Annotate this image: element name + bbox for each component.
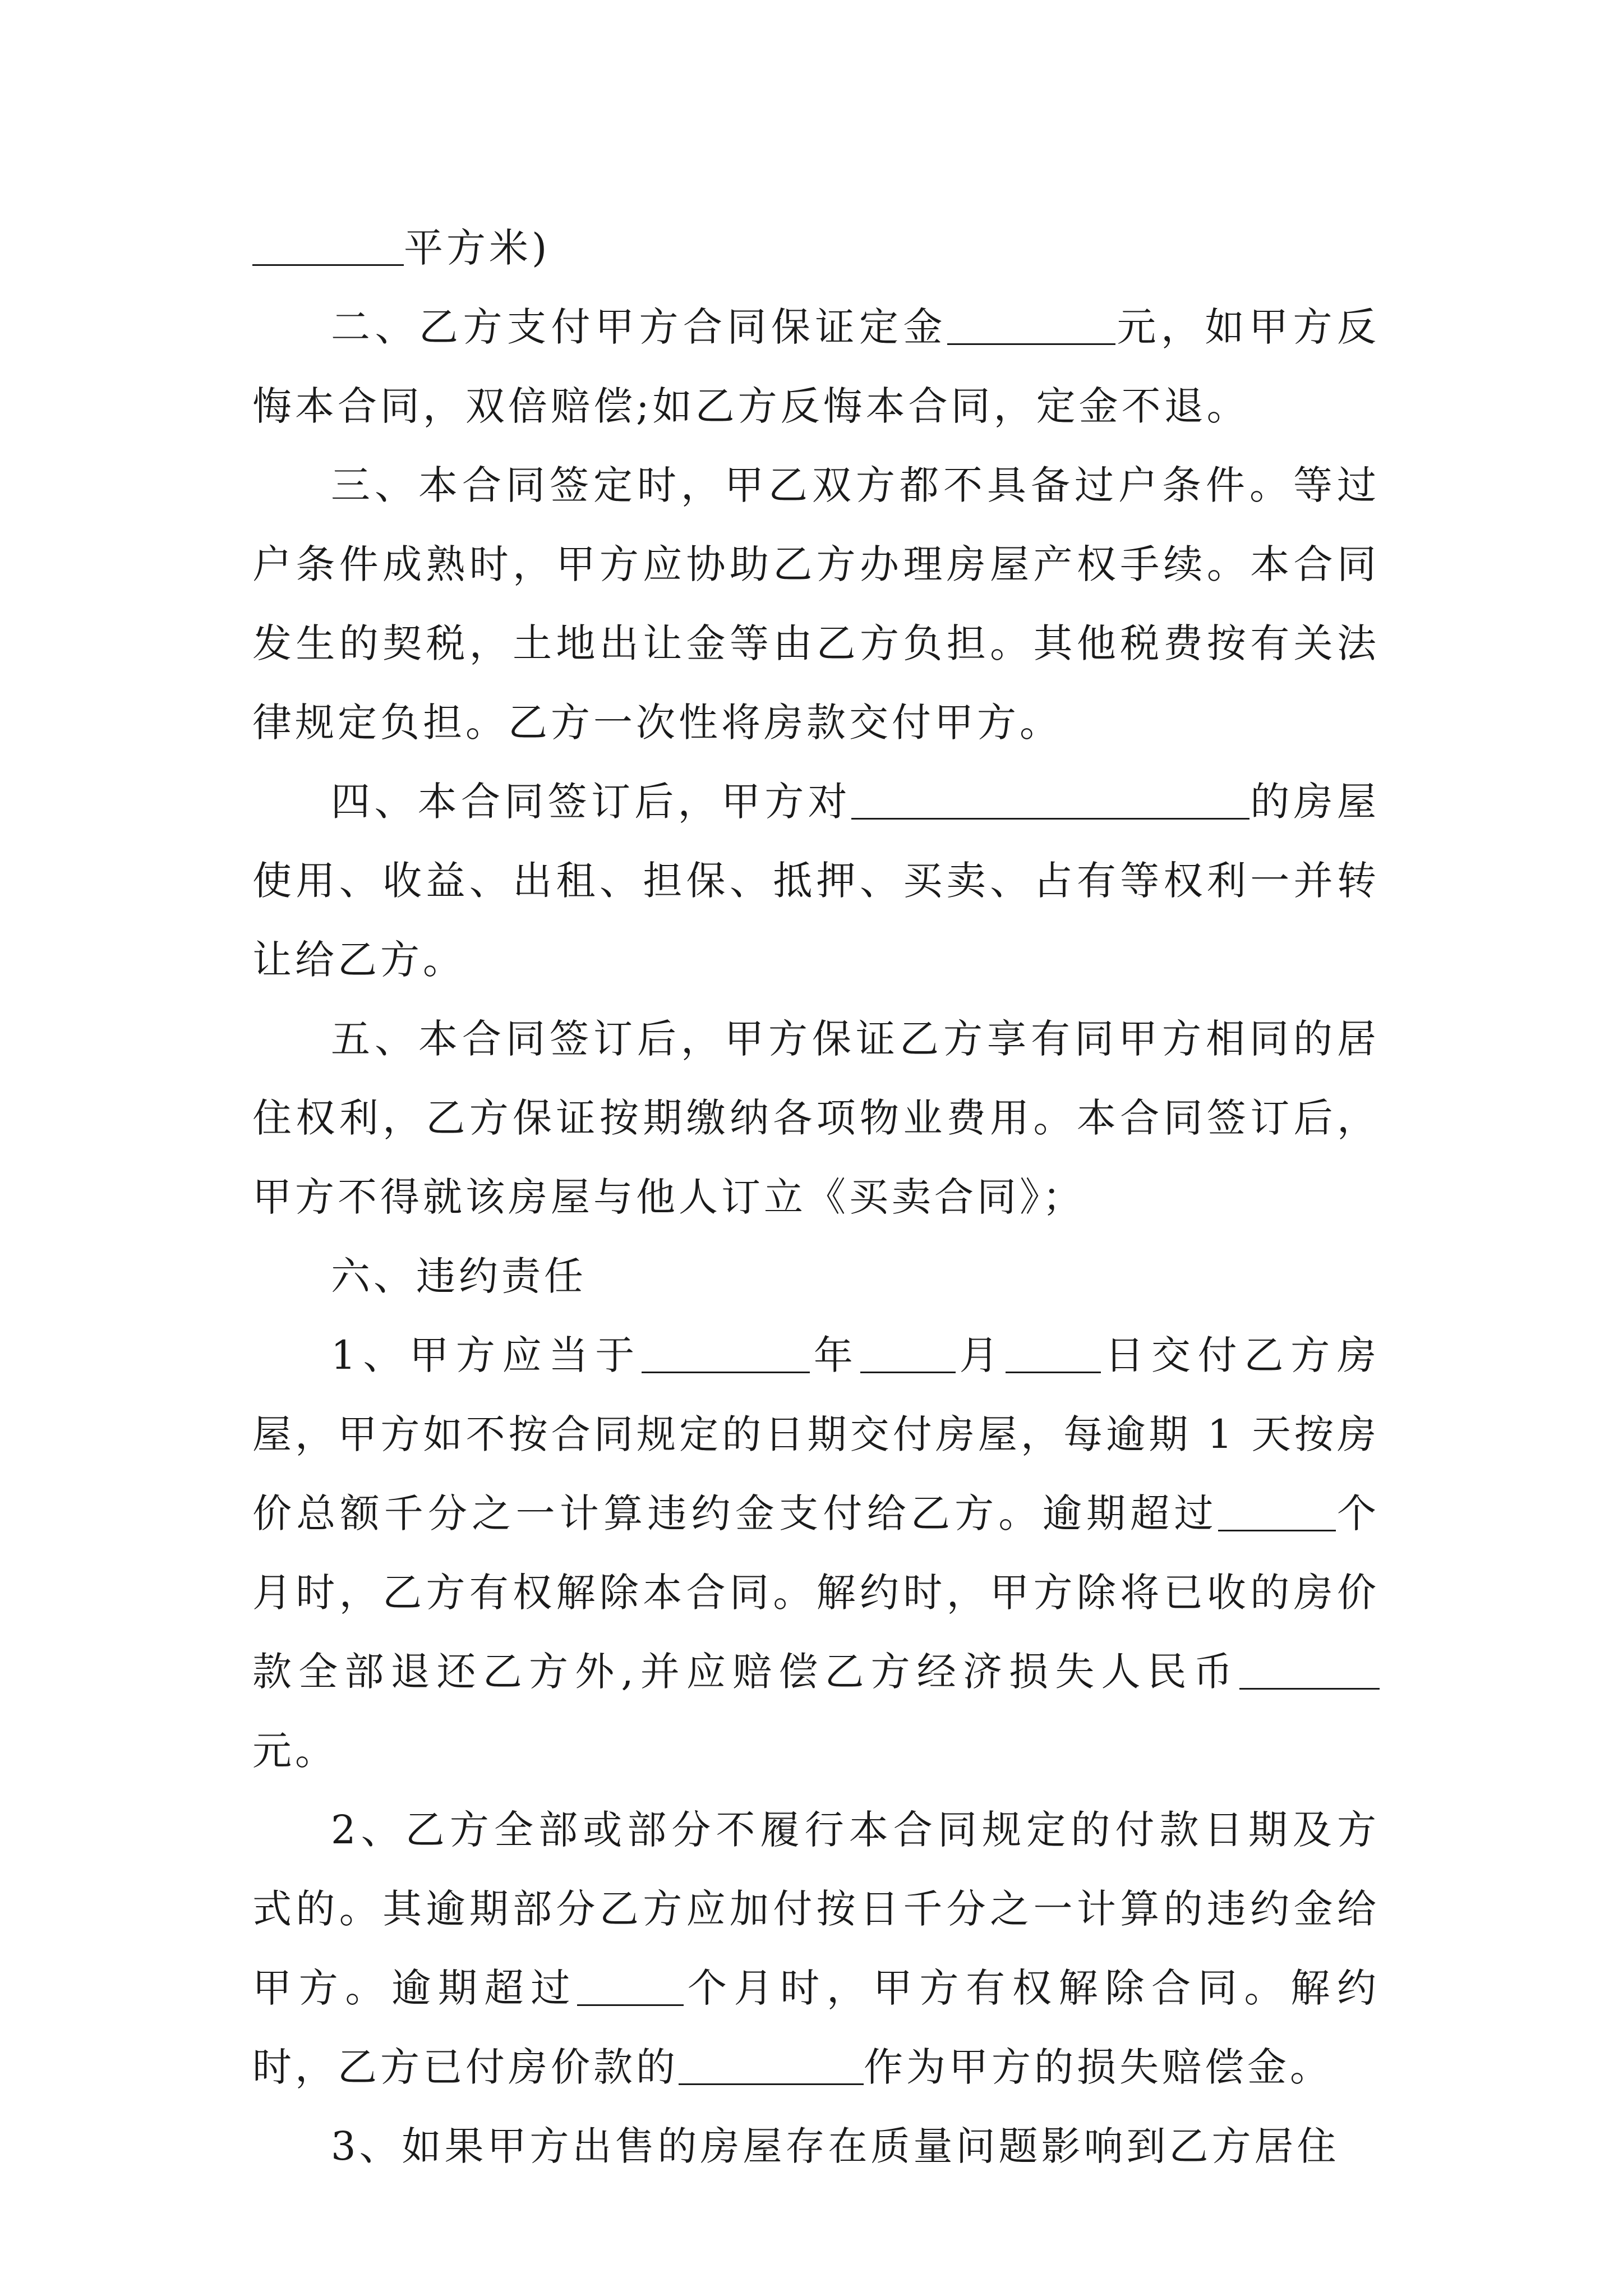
- blank-year: [642, 1332, 810, 1373]
- blank-compensation-amount: [1239, 1649, 1380, 1690]
- paragraph-rights-transfer: 四、本合同签订后，甲方对 的房屋使用、收益、出租、担保、抵押、买卖、占有等权利一并转让给乙方。: [252, 779, 1380, 983]
- blank-compensation-ratio: [679, 2044, 864, 2085]
- paragraph-deposit: 二、乙方支付甲方合同保证定金 元，如甲方反悔本合同，双倍赔偿;如乙方反悔本合同，定金不退。: [252, 304, 1380, 429]
- section-heading-liability: 六、违约责任: [331, 1253, 587, 1299]
- blank-area: [252, 225, 404, 266]
- paragraph-liability-3: 3、如果甲方出售的房屋存在质量问题影响到乙方居住: [331, 2123, 1340, 2169]
- document-body: [252, 209, 1380, 2186]
- paragraph-area-continuation: 平方米): [252, 209, 1380, 288]
- paragraph-liability-1: 1、甲方应当于 年 月 日交付乙方房屋，甲方如不按合同规定的日期交付房屋，每逾期 1 天按房价总额千分之一计算违约金支付给乙方。逾期超过 个月时，乙方有权解除本合同。解约时，甲方除将已收的房价款全部退还乙方外,并应赔偿乙方经济损失人民币元。: [252, 1332, 1380, 1774]
- paragraph-transfer-conditions: 三、本合同签定时，甲乙双方都不具备过户条件。等过户条件成熟时，甲方应协助乙方办理房屋产权手续。本合同发生的契税，土地出让金等由乙方负担。其他税费按有关法律规定负担。乙方一次性将房款交付甲方。: [252, 462, 1380, 746]
- blank-deposit-amount: [947, 304, 1115, 345]
- paragraph-residence-rights: 五、本合同签订后，甲方保证乙方享有同甲方相同的居住权利，乙方保证按期缴纳各项物业费用。本合同签订后，甲方不得就该房屋与他人订立《买卖合同》；: [252, 1016, 1380, 1220]
- blank-month: [860, 1332, 956, 1373]
- blank-months-overdue: [1218, 1490, 1336, 1531]
- paragraph-liability-2: 2、乙方全部或部分不履行本合同规定的付款日期及方式的。其逾期部分乙方应加付按日千分之一计算的违约金给甲方。逾期超过 个月时，甲方有权解除合同。解约时，乙方已付房价款的 作为甲方的损失赔偿金。: [252, 1807, 1380, 2090]
- blank-months-overdue-2: [577, 1965, 684, 2006]
- blank-property-address: [851, 779, 1249, 820]
- blank-day: [1006, 1332, 1101, 1373]
